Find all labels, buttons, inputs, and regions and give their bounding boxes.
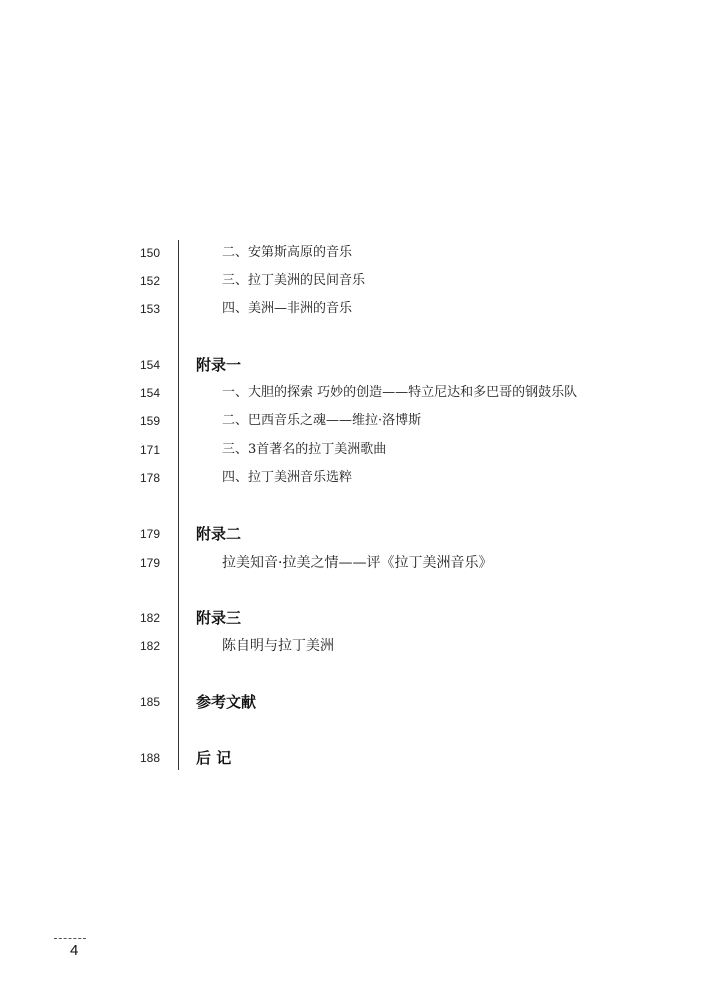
entry-title: 四、拉丁美洲音乐选粹 xyxy=(222,470,353,485)
entry-title: 三、拉丁美洲的民间音乐 xyxy=(222,273,366,288)
entry-title: 陈自明与拉丁美洲 xyxy=(222,638,334,654)
page-number: 182 xyxy=(139,611,160,625)
toc-section-appendix-1[interactable] xyxy=(0,353,718,377)
toc-entry[interactable] xyxy=(0,551,718,575)
section-heading: 附录二 xyxy=(196,525,242,543)
entry-title: 二、安第斯高原的音乐 xyxy=(222,245,353,260)
page-number: 171 xyxy=(139,443,160,457)
entry-title: 三、3首著名的拉丁美洲歌曲 xyxy=(222,442,387,457)
page-number: 153 xyxy=(139,302,160,316)
page-number: 179 xyxy=(139,556,160,570)
toc-entry[interactable] xyxy=(0,634,718,658)
page-number: 179 xyxy=(139,527,160,541)
page-number: 154 xyxy=(139,358,160,372)
entry-title: 一、大胆的探索 巧妙的创造——特立尼达和多巴哥的钢鼓乐队 xyxy=(222,385,578,400)
toc-entry[interactable] xyxy=(0,269,718,293)
page-number: 188 xyxy=(139,751,160,765)
section-heading: 参考文献 xyxy=(196,693,257,711)
toc-section-appendix-3[interactable] xyxy=(0,606,718,630)
toc-entry[interactable] xyxy=(0,409,718,433)
section-heading: 附录三 xyxy=(196,609,242,627)
toc-section-references[interactable] xyxy=(0,690,718,714)
toc-entry[interactable] xyxy=(0,466,718,490)
page-number: 154 xyxy=(139,386,160,400)
toc-section-appendix-2[interactable] xyxy=(0,522,718,546)
toc-entry[interactable] xyxy=(0,241,718,265)
section-heading: 附录一 xyxy=(196,356,242,374)
toc-entry[interactable] xyxy=(0,438,718,462)
page-number: 185 xyxy=(139,695,160,709)
page-number: 159 xyxy=(139,414,160,428)
toc-entry[interactable] xyxy=(0,297,718,321)
toc-entry[interactable] xyxy=(0,381,718,405)
page-number: 178 xyxy=(139,471,160,485)
entry-title: 四、美洲—非洲的音乐 xyxy=(222,301,353,316)
page-number: 182 xyxy=(139,639,160,653)
page-folio: 4 xyxy=(70,942,79,959)
folio-rule xyxy=(54,938,86,939)
toc-section-postscript[interactable] xyxy=(0,746,718,770)
section-heading: 后 记 xyxy=(196,749,232,767)
entry-title: 二、巴西音乐之魂——维拉·洛博斯 xyxy=(222,413,422,428)
entry-title: 拉美知音·拉美之情——评《拉丁美洲音乐》 xyxy=(222,555,493,571)
page-number: 152 xyxy=(139,274,160,288)
page-number: 150 xyxy=(139,246,160,260)
